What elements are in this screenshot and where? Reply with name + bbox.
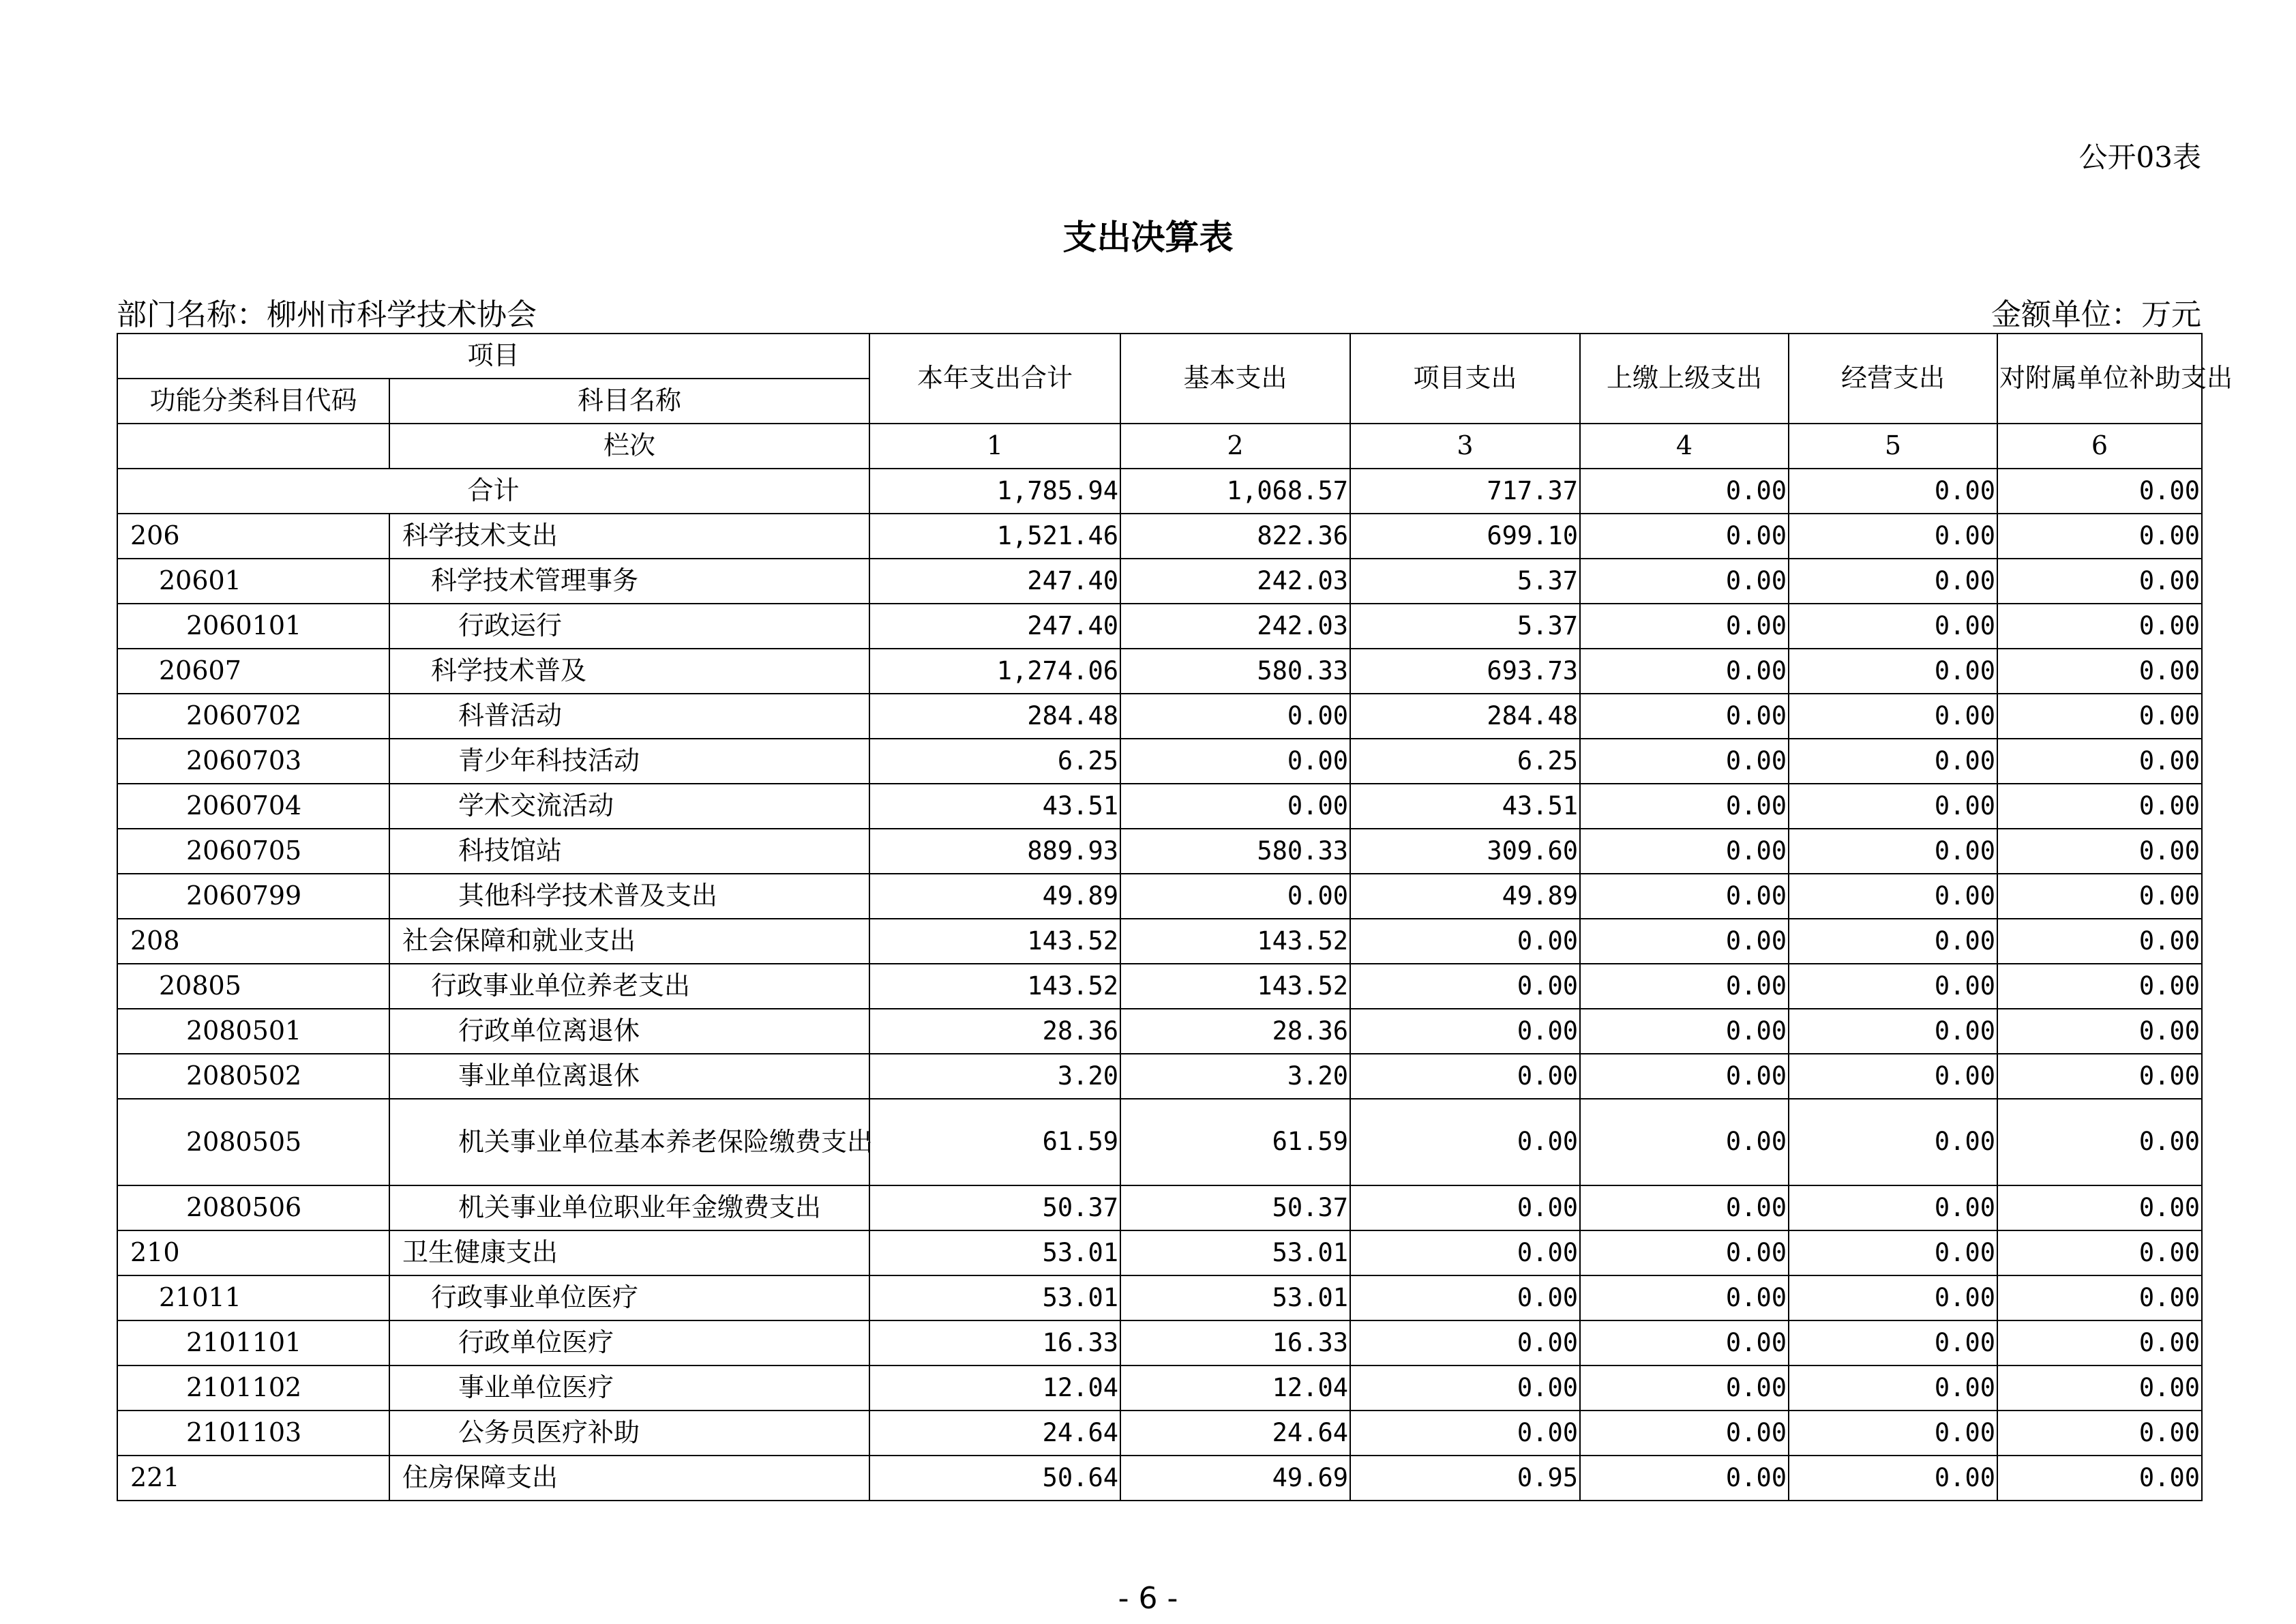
amount-cell: 247.40 [869, 559, 1120, 604]
header-c3: 项目支出 [1350, 334, 1580, 424]
amount-cell: 0.00 [1789, 559, 1997, 604]
amount-cell: 0.00 [1997, 1054, 2202, 1099]
amount-cell: 0.00 [1120, 874, 1350, 919]
amount-cell: 1,521.46 [869, 514, 1120, 559]
amount-cell: 0.00 [1580, 694, 1789, 739]
subject-name: 科学技术管理事务 [389, 559, 869, 604]
amount-cell: 0.00 [1350, 1411, 1580, 1456]
subject-code: 2101103 [117, 1411, 389, 1456]
amount-cell: 0.00 [1789, 739, 1997, 784]
amount-cell: 61.59 [1120, 1099, 1350, 1185]
amount-cell: 822.36 [1120, 514, 1350, 559]
amount-cell: 0.00 [1997, 874, 2202, 919]
amount-cell: 0.00 [1789, 874, 1997, 919]
amount-cell: 0.00 [1580, 964, 1789, 1009]
table-row [117, 1185, 2202, 1230]
subject-code: 2060799 [117, 874, 389, 919]
subject-name: 行政单位离退休 [389, 1009, 869, 1054]
amount-cell: 0.00 [1997, 1099, 2202, 1185]
col-number-1: 1 [869, 424, 1120, 469]
subject-name: 卫生健康支出 [389, 1230, 869, 1275]
subject-name: 机关事业单位基本养老保险缴费支出 [389, 1099, 869, 1185]
amount-cell: 0.00 [1789, 694, 1997, 739]
subject-code: 20601 [117, 559, 389, 604]
amount-cell: 0.00 [1789, 604, 1997, 649]
amount-cell: 0.00 [1789, 1365, 1997, 1411]
table-row [117, 694, 2202, 739]
amount-cell: 0.00 [1789, 1456, 1997, 1501]
subject-name: 科普活动 [389, 694, 869, 739]
table-row [117, 1411, 2202, 1456]
amount-cell: 0.00 [1789, 1411, 1997, 1456]
amount-cell: 0.00 [1997, 1275, 2202, 1320]
amount-cell: 5.37 [1350, 604, 1580, 649]
amount-cell: 0.00 [1789, 1230, 1997, 1275]
table-row [117, 784, 2202, 829]
subject-name: 行政单位医疗 [389, 1320, 869, 1365]
amount-cell: 49.69 [1120, 1456, 1350, 1501]
amount-cell: 0.00 [1789, 514, 1997, 559]
col-number-4: 4 [1580, 424, 1789, 469]
amount-cell: 284.48 [869, 694, 1120, 739]
department-label: 部门名称：柳州市科学技术协会 [117, 297, 537, 332]
amount-cell: 0.00 [1350, 1320, 1580, 1365]
amount-cell: 0.00 [1997, 739, 2202, 784]
amount-cell: 53.01 [869, 1275, 1120, 1320]
subject-name: 公务员医疗补助 [389, 1411, 869, 1456]
amount-cell: 0.00 [1789, 964, 1997, 1009]
subject-code: 2101102 [117, 1365, 389, 1411]
col-number-2: 2 [1120, 424, 1350, 469]
amount-cell: 0.00 [1580, 1099, 1789, 1185]
amount-cell: 0.00 [1789, 1275, 1997, 1320]
amount-cell: 0.00 [1580, 1185, 1789, 1230]
amount-cell: 0.00 [1120, 784, 1350, 829]
amount-cell: 0.95 [1350, 1456, 1580, 1501]
table-row [117, 649, 2202, 694]
amount-cell: 0.00 [1789, 829, 1997, 874]
amount-cell: 0.00 [1997, 559, 2202, 604]
header-row-1 [117, 334, 2202, 379]
subject-name: 事业单位离退休 [389, 1054, 869, 1099]
amount-cell: 50.37 [869, 1185, 1120, 1230]
amount-cell: 0.00 [1580, 784, 1789, 829]
amount-cell: 0.00 [1997, 829, 2202, 874]
subject-code: 2060703 [117, 739, 389, 784]
amount-cell: 242.03 [1120, 604, 1350, 649]
total-label: 合计 [117, 469, 869, 514]
amount-cell: 0.00 [1580, 739, 1789, 784]
subject-code: 210 [117, 1230, 389, 1275]
amount-cell: 12.04 [869, 1365, 1120, 1411]
subject-code: 2080502 [117, 1054, 389, 1099]
amount-cell: 0.00 [1580, 829, 1789, 874]
table-row [117, 874, 2202, 919]
amount-cell: 0.00 [1997, 604, 2202, 649]
amount-cell: 0.00 [1580, 874, 1789, 919]
subject-code: 2060101 [117, 604, 389, 649]
subject-code: 2060705 [117, 829, 389, 874]
subject-code: 20805 [117, 964, 389, 1009]
amount-cell: 0.00 [1789, 649, 1997, 694]
amount-cell: 0.00 [1580, 604, 1789, 649]
amount-cell: 43.51 [1350, 784, 1580, 829]
total-value: 1,785.94 [869, 469, 1120, 514]
amount-cell: 61.59 [869, 1099, 1120, 1185]
table-row [117, 559, 2202, 604]
total-value: 0.00 [1997, 469, 2202, 514]
amount-cell: 0.00 [1789, 1185, 1997, 1230]
form-number: 公开03表 [2078, 141, 2201, 174]
amount-cell: 3.20 [869, 1054, 1120, 1099]
amount-cell: 0.00 [1997, 1320, 2202, 1365]
total-value: 717.37 [1350, 469, 1580, 514]
subject-name: 科学技术普及 [389, 649, 869, 694]
subject-name: 学术交流活动 [389, 784, 869, 829]
table-row [117, 514, 2202, 559]
amount-cell: 0.00 [1997, 964, 2202, 1009]
amount-cell: 0.00 [1997, 1009, 2202, 1054]
subject-code: 2080501 [117, 1009, 389, 1054]
subject-name: 社会保障和就业支出 [389, 919, 869, 964]
header-code: 功能分类科目代码 [117, 379, 389, 424]
amount-cell: 0.00 [1997, 694, 2202, 739]
amount-cell: 0.00 [1580, 1230, 1789, 1275]
col-number-5: 5 [1789, 424, 1997, 469]
amount-cell: 0.00 [1997, 919, 2202, 964]
amount-cell: 28.36 [1120, 1009, 1350, 1054]
amount-cell: 50.37 [1120, 1185, 1350, 1230]
column-number-row [117, 424, 2202, 469]
subject-name: 住房保障支出 [389, 1456, 869, 1501]
amount-cell: 699.10 [1350, 514, 1580, 559]
table-row [117, 1275, 2202, 1320]
table-row [117, 1456, 2202, 1501]
table-row [117, 1320, 2202, 1365]
subject-code: 2060702 [117, 694, 389, 739]
unit-label: 金额单位：万元 [1991, 297, 2201, 332]
table-row [117, 739, 2202, 784]
table-row [117, 1365, 2202, 1411]
amount-cell: 6.25 [1350, 739, 1580, 784]
amount-cell: 0.00 [1789, 784, 1997, 829]
amount-cell: 24.64 [1120, 1411, 1350, 1456]
table-row [117, 1009, 2202, 1054]
header-item: 项目 [117, 334, 869, 379]
amount-cell: 0.00 [1580, 559, 1789, 604]
amount-cell: 16.33 [1120, 1320, 1350, 1365]
subject-name: 行政运行 [389, 604, 869, 649]
amount-cell: 0.00 [1580, 1365, 1789, 1411]
amount-cell: 143.52 [1120, 919, 1350, 964]
total-value: 1,068.57 [1120, 469, 1350, 514]
amount-cell: 0.00 [1350, 1275, 1580, 1320]
subject-code: 221 [117, 1456, 389, 1501]
col-number-3: 3 [1350, 424, 1580, 469]
amount-cell: 309.60 [1350, 829, 1580, 874]
amount-cell: 0.00 [1580, 919, 1789, 964]
amount-cell: 0.00 [1120, 694, 1350, 739]
amount-cell: 143.52 [869, 919, 1120, 964]
table-row [117, 1099, 2202, 1185]
amount-cell: 1,274.06 [869, 649, 1120, 694]
amount-cell: 0.00 [1997, 514, 2202, 559]
amount-cell: 0.00 [1350, 1009, 1580, 1054]
amount-cell: 284.48 [1350, 694, 1580, 739]
header-c1: 本年支出合计 [869, 334, 1120, 424]
expenditure-table [117, 333, 2233, 1501]
amount-cell: 580.33 [1120, 649, 1350, 694]
amount-cell: 693.73 [1350, 649, 1580, 694]
amount-cell: 0.00 [1997, 1456, 2202, 1501]
subject-code: 208 [117, 919, 389, 964]
amount-cell: 889.93 [869, 829, 1120, 874]
amount-cell: 247.40 [869, 604, 1120, 649]
amount-cell: 0.00 [1789, 919, 1997, 964]
header-c5: 经营支出 [1789, 334, 1997, 424]
table-row [117, 604, 2202, 649]
subject-name: 科学技术支出 [389, 514, 869, 559]
amount-cell: 53.01 [1120, 1230, 1350, 1275]
amount-cell: 0.00 [1997, 1411, 2202, 1456]
amount-cell: 43.51 [869, 784, 1120, 829]
subject-name: 事业单位医疗 [389, 1365, 869, 1411]
amount-cell: 0.00 [1580, 1009, 1789, 1054]
subject-name: 机关事业单位职业年金缴费支出 [389, 1185, 869, 1230]
amount-cell: 0.00 [1350, 919, 1580, 964]
amount-cell: 0.00 [1350, 1185, 1580, 1230]
header-c4: 上缴上级支出 [1580, 334, 1789, 424]
amount-cell: 0.00 [1997, 784, 2202, 829]
amount-cell: 49.89 [869, 874, 1120, 919]
amount-cell: 0.00 [1789, 1054, 1997, 1099]
amount-cell: 580.33 [1120, 829, 1350, 874]
subject-name: 行政事业单位医疗 [389, 1275, 869, 1320]
page-title: 支出决算表 [1062, 217, 1234, 257]
amount-cell: 0.00 [1997, 649, 2202, 694]
amount-cell: 0.00 [1789, 1009, 1997, 1054]
amount-cell: 0.00 [1350, 1099, 1580, 1185]
amount-cell: 0.00 [1580, 514, 1789, 559]
header-c2: 基本支出 [1120, 334, 1350, 424]
amount-cell: 0.00 [1997, 1230, 2202, 1275]
amount-cell: 143.52 [869, 964, 1120, 1009]
amount-cell: 0.00 [1350, 1230, 1580, 1275]
amount-cell: 6.25 [869, 739, 1120, 784]
amount-cell: 16.33 [869, 1320, 1120, 1365]
amount-cell: 49.89 [1350, 874, 1580, 919]
subject-name: 青少年科技活动 [389, 739, 869, 784]
amount-cell: 28.36 [869, 1009, 1120, 1054]
amount-cell: 50.64 [869, 1456, 1120, 1501]
amount-cell: 0.00 [1350, 964, 1580, 1009]
amount-cell: 24.64 [869, 1411, 1120, 1456]
col-number-6: 6 [1997, 424, 2202, 469]
amount-cell: 143.52 [1120, 964, 1350, 1009]
header-name: 科目名称 [389, 379, 869, 424]
column-label: 栏次 [389, 424, 869, 469]
subject-code: 206 [117, 514, 389, 559]
amount-cell: 0.00 [1580, 1275, 1789, 1320]
blank-cell [117, 424, 389, 469]
amount-cell: 3.20 [1120, 1054, 1350, 1099]
total-value: 0.00 [1789, 469, 1997, 514]
amount-cell: 53.01 [869, 1230, 1120, 1275]
subject-name: 行政事业单位养老支出 [389, 964, 869, 1009]
amount-cell: 0.00 [1789, 1099, 1997, 1185]
amount-cell: 5.37 [1350, 559, 1580, 604]
header-c6: 对附属单位补助支出 [1997, 334, 2202, 424]
total-value: 0.00 [1580, 469, 1789, 514]
subject-code: 2080506 [117, 1185, 389, 1230]
amount-cell: 0.00 [1580, 1320, 1789, 1365]
amount-cell: 0.00 [1580, 1456, 1789, 1501]
amount-cell: 0.00 [1997, 1185, 2202, 1230]
table-row [117, 964, 2202, 1009]
table-row [117, 919, 2202, 964]
table-row [117, 829, 2202, 874]
amount-cell: 0.00 [1789, 1320, 1997, 1365]
subject-code: 21011 [117, 1275, 389, 1320]
amount-cell: 0.00 [1350, 1054, 1580, 1099]
amount-cell: 0.00 [1120, 739, 1350, 784]
amount-cell: 0.00 [1580, 649, 1789, 694]
amount-cell: 53.01 [1120, 1275, 1350, 1320]
amount-cell: 0.00 [1580, 1054, 1789, 1099]
subject-name: 其他科学技术普及支出 [389, 874, 869, 919]
subject-code: 2080505 [117, 1099, 389, 1185]
page-number: - 6 - [1118, 1581, 1178, 1616]
amount-cell: 0.00 [1997, 1365, 2202, 1411]
amount-cell: 12.04 [1120, 1365, 1350, 1411]
amount-cell: 0.00 [1580, 1411, 1789, 1456]
total-row [117, 469, 2202, 514]
subject-name: 科技馆站 [389, 829, 869, 874]
amount-cell: 0.00 [1350, 1365, 1580, 1411]
subject-code: 2101101 [117, 1320, 389, 1365]
table-row [117, 1054, 2202, 1099]
subject-code: 2060704 [117, 784, 389, 829]
amount-cell: 242.03 [1120, 559, 1350, 604]
subject-code: 20607 [117, 649, 389, 694]
table-row [117, 1230, 2202, 1275]
